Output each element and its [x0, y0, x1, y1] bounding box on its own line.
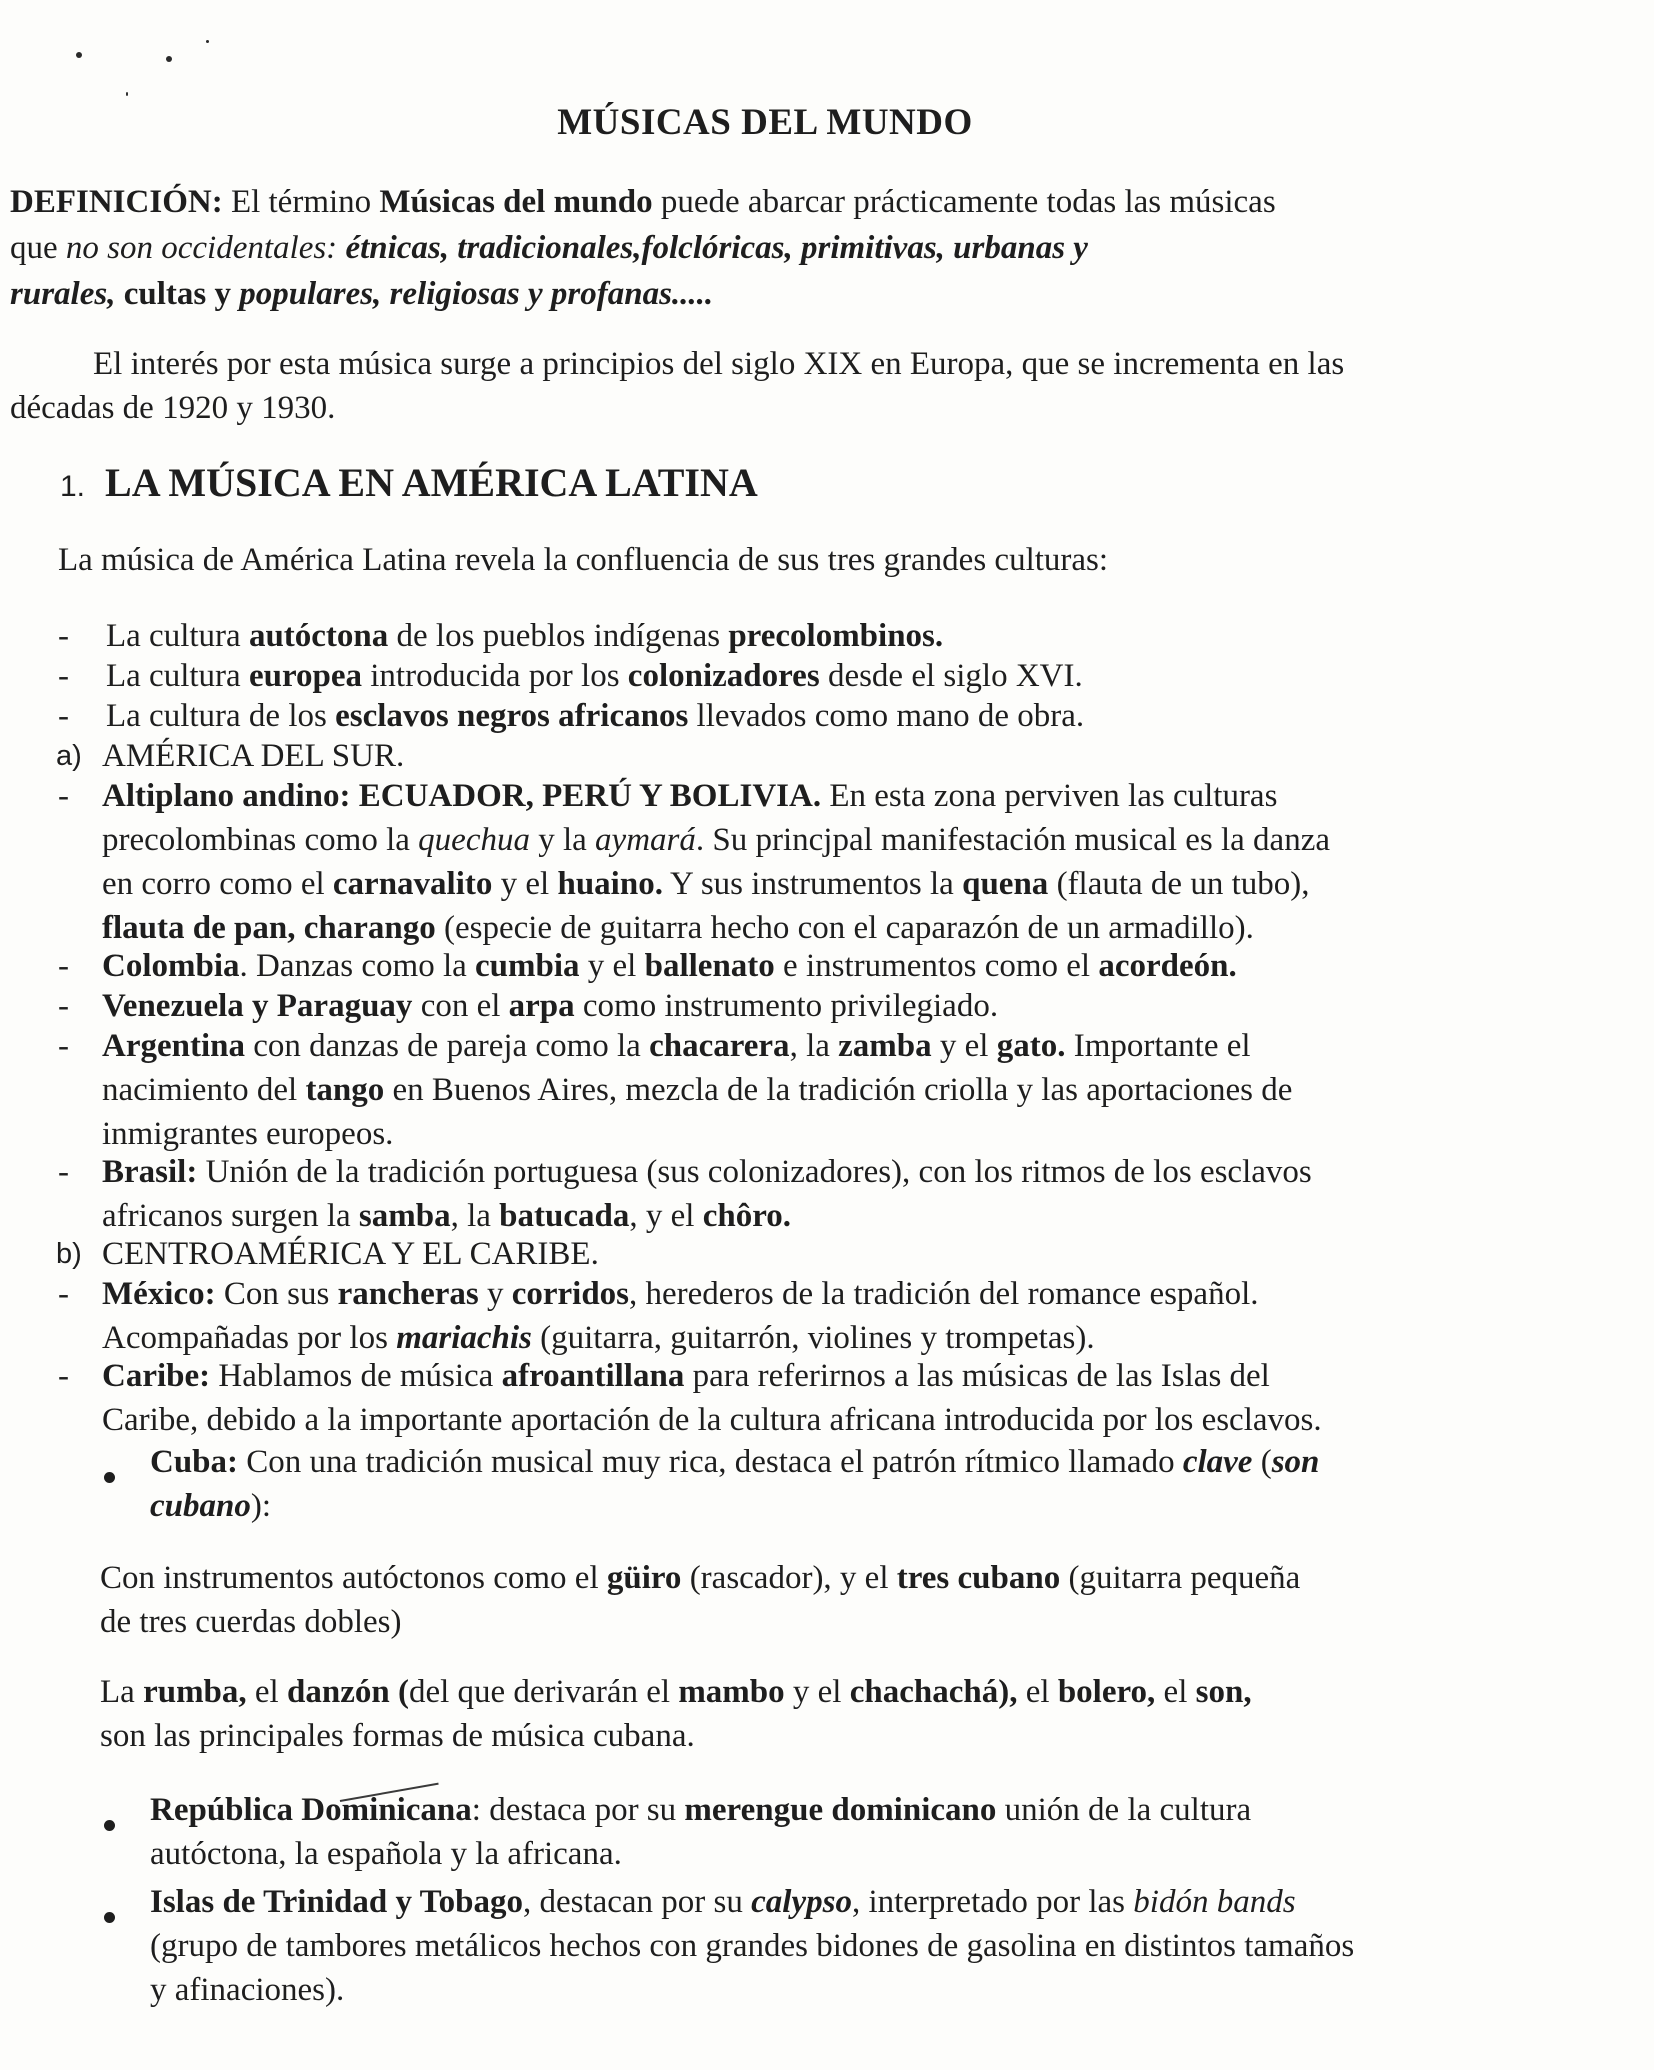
item-venezuela-paraguay: Venezuela y Paraguay con el arpa como instrumento privilegiado. — [102, 988, 999, 1024]
definition-label: DEFINICIÓN: — [10, 184, 223, 220]
definition-line-3: rurales, cultas y populares, religiosas y profanas..... — [10, 276, 714, 312]
culture-item-europea: La cultura europea introducida por los colonizadores desde el siglo XVI. — [106, 658, 1083, 694]
intro-paragraph — [10, 342, 1570, 430]
item-cuba: Cuba: Con una tradición musical muy rica, destaca el patrón rítmico llamado clave (son cubano): — [150, 1444, 1320, 1524]
list-marker: - — [58, 948, 69, 984]
bullet-icon — [104, 1912, 115, 1923]
scan-speck — [76, 52, 82, 58]
list-marker: - — [58, 988, 69, 1024]
item-brasil: Brasil: Unión de la tradición portuguesa (sus colonizadores), con los ritmos de los esclavos africanos surgen la samba, la batucada, y el chôro. — [102, 1154, 1312, 1234]
paragraph-rumba: La rumba, el danzón (del que derivarán el mambo y el chachachá), el bolero, el son, son las principales formas de música cubana. — [100, 1674, 1252, 1754]
page-title: MÚSICAS DEL MUNDO — [557, 102, 973, 143]
scan-speck — [126, 92, 128, 96]
list-marker: - — [58, 778, 69, 814]
intro-line-2: décadas de 1920 y 1930. — [10, 390, 336, 426]
item-argentina: Argentina con danzas de pareja como la chacarera, la zamba y el gato. Importante el nacimiento del tango en Buenos Aires, mezcla de la tradición criolla y las aportaciones de inmigrantes europeos. — [102, 1028, 1293, 1152]
list-marker: - — [58, 698, 69, 734]
bullet-icon — [104, 1472, 115, 1483]
section-heading — [60, 458, 758, 512]
list-marker: - — [58, 1276, 69, 1312]
section-intro: La música de América Latina revela la confluencia de sus tres grandes culturas: — [58, 542, 1109, 578]
intro-line-1: El interés por esta música surge a principios del siglo XIX en Europa, que se incrementa en las — [93, 346, 1345, 382]
item-mexico: México: Con sus rancheras y corridos, herederos de la tradición del romance español. Acompañadas por los mariachis (guitarra, guitarrón, violines y trompetas). — [102, 1276, 1259, 1356]
item-trinidad-tobago: Islas de Trinidad y Tobago, destacan por su calypso, interpretado por las bidón bands (grupo de tambores metálicos hechos con grandes bidones de gasolina en distintos tamaños y afinaciones). — [150, 1884, 1355, 2008]
scan-speck — [166, 56, 172, 62]
section-number: 1. — [60, 470, 86, 503]
subsection-centroamerica-caribe: CENTROAMÉRICA Y EL CARIBE. — [102, 1236, 599, 1272]
scan-speck — [206, 40, 209, 43]
item-caribe: Caribe: Hablamos de música afroantillana para referirnos a las músicas de las Islas del Caribe, debido a la importante aportación de la cultura africana introducida por los esclavos. — [102, 1358, 1322, 1438]
subsection-marker: b) — [56, 1238, 82, 1270]
item-republica-dominicana: República Dominicana: destaca por su merengue dominicano unión de la cultura autóctona, la española y la africana. — [150, 1792, 1252, 1872]
subsection-america-del-sur: AMÉRICA DEL SUR. — [102, 738, 405, 774]
list-marker: - — [58, 1028, 69, 1064]
subsection-marker: a) — [56, 740, 82, 772]
paragraph-instrumentos: Con instrumentos autóctonos como el güiro (rascador), y el tres cubano (guitarra pequeña de tres cuerdas dobles) — [100, 1560, 1301, 1640]
item-colombia: Colombia. Danzas como la cumbia y el ballenato e instrumentos como el acordeón. — [102, 948, 1237, 984]
bullet-icon — [104, 1820, 115, 1831]
list-marker: - — [58, 618, 69, 654]
section-title: LA MÚSICA EN AMÉRICA LATINA — [105, 460, 758, 505]
list-marker: - — [58, 1154, 69, 1190]
list-marker: - — [58, 658, 69, 694]
item-altiplano-andino: Altiplano andino: ECUADOR, PERÚ Y BOLIVIA. En esta zona perviven las culturas precolombinas como la quechua y la aymará. Su princjpal manifestación musical es la danza en corro como el carnavalito y el huaino. Y sus instrumentos la quena (flauta de un tubo), flauta de pan, charango (especie de guitarra hecho con el caparazón de un armadillo). — [102, 778, 1330, 946]
culture-item-africana: La cultura de los esclavos negros africanos llevados como mano de obra. — [106, 698, 1085, 734]
definition-line-1: DEFINICIÓN: El término Músicas del mundo puede abarcar prácticamente todas las músicas — [10, 184, 1276, 220]
culture-item-autoctona: La cultura autóctona de los pueblos indígenas precolombinos. — [106, 618, 944, 654]
definition-paragraph — [10, 180, 1570, 316]
list-marker: - — [58, 1358, 69, 1394]
definition-line-2: que no son occidentales: étnicas, tradicionales,folclóricas, primitivas, urbanas y — [10, 230, 1088, 266]
